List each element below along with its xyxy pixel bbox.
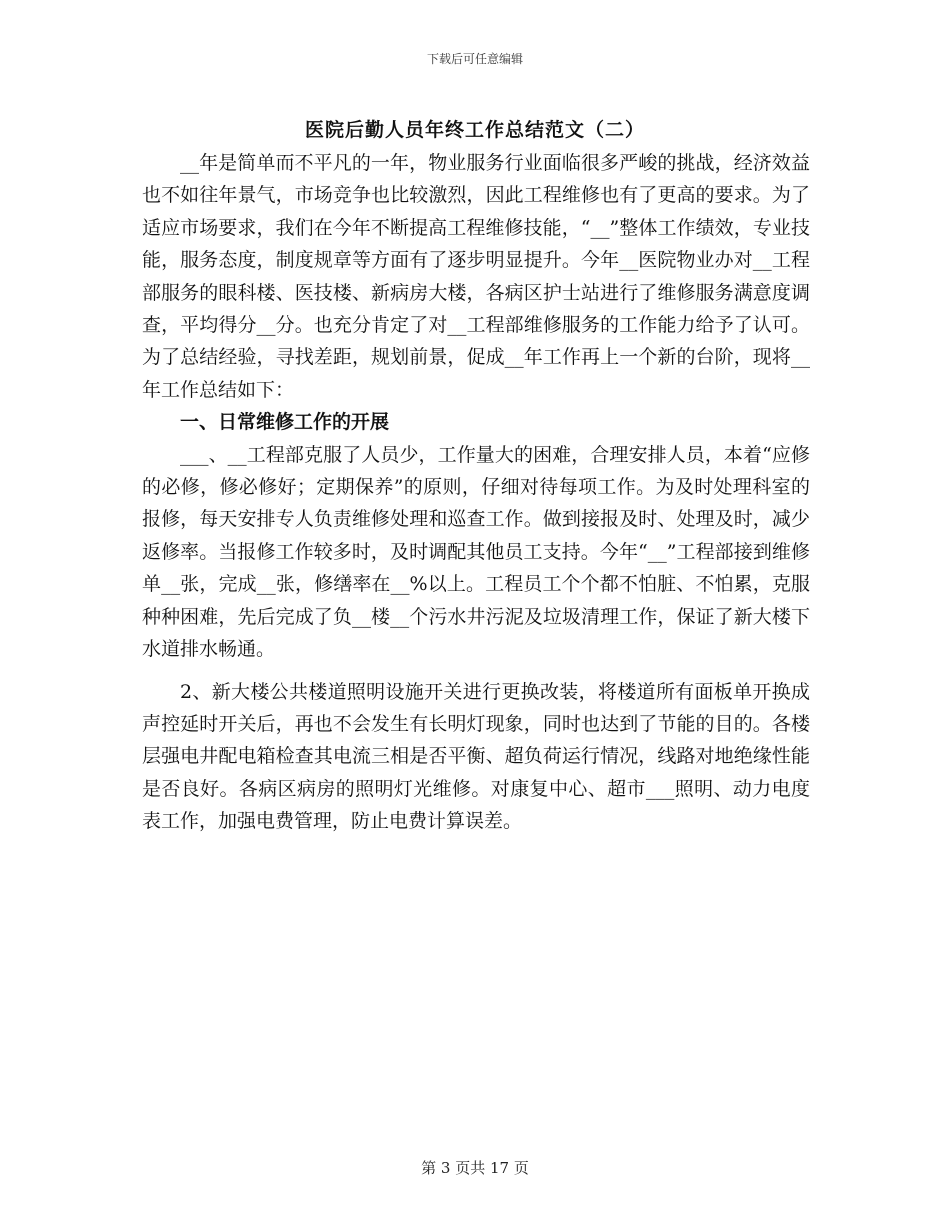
body-paragraph-2: 2、新大楼公共楼道照明设施开关进行更换改装，将楼道所有面板单开换成声控延时开关后，再也不会发生有长明灯现象，同时也达到了节能的目的。各楼层强电井配电箱检查其电流三相是否平衡、超负荷运行情况，线路对地绝缘性能是否良好。各病区病房的照明灯光维修。对康复中心、超市___照明、动力电度表工作，加强电费管理，防止电费计算误差。 — [142, 680, 810, 833]
document-body — [142, 147, 810, 838]
page-number: 第 3 页共 17 页 — [421, 1159, 529, 1177]
intro-paragraph: __年是简单而不平凡的一年，物业服务行业面临很多严峻的挑战，经济效益也不如往年景气，市场竞争也比较激烈，因此工程维修也有了更高的要求。为了适应市场要求，我们在今年不断提高工程维修技能，“__”整体工作绩效，专业技能，服务态度，制度规章等方面有了逐步明显提升。今年__医院物业办对__工程部服务的眼科楼、医技楼、新病房大楼，各病区护士站进行了维修服务满意度调查，平均得分__分。也充分肯定了对__工程部维修服务的工作能力给予了认可。为了总结经验，寻找差距，规划前景，促成__年工作再上一个新的台阶，现将__年工作总结如下： — [142, 152, 810, 401]
section-heading: 一、日常维修工作的开展 — [180, 411, 390, 434]
body-paragraph-1: ___、__工程部克服了人员少，工作量大的困难，合理安排人员，本着“应修的必修，修必修好；定期保养”的原则，仔细对待每项工作。为及时处理科室的报修，每天安排专人负责维修处理和巡查工作。做到接报及时、处理及时，减少返修率。当报修工作较多时，及时调配其他员工支持。今年“__”工程部接到维修单__张，完成__张，修缮率在__%以上。工程员工个个都不怕脏、不怕累，克服种种困难，先后完成了负__楼__个污水井污泥及垃圾清理工作，保证了新大楼下水道排水畅通。 — [142, 443, 810, 661]
document-title: 医院后勤人员年终工作总结范文（二） — [304, 119, 645, 141]
page-header: 下载后可任意编辑 — [426, 52, 523, 66]
